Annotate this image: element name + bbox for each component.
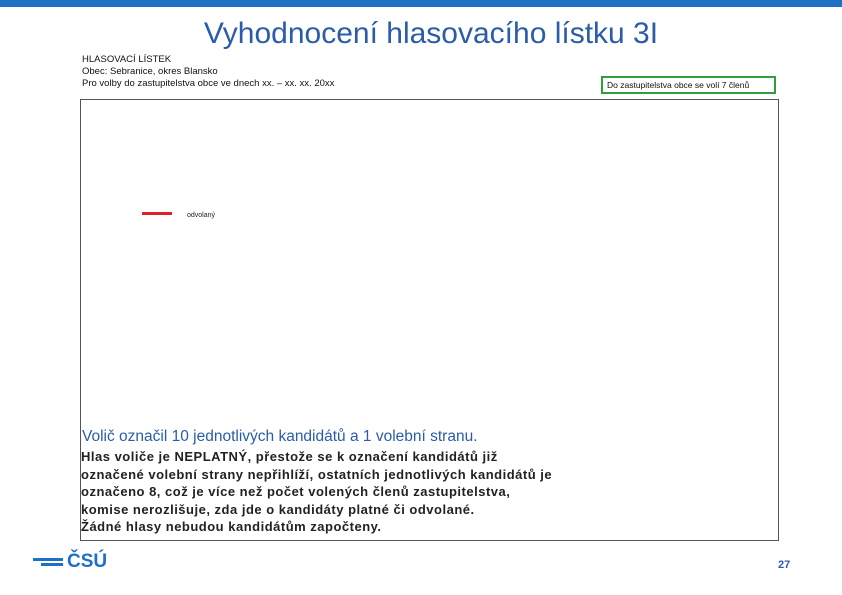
- ballot-header-line: Obec: Sebranice, okres Blansko: [82, 66, 218, 77]
- recalled-legend-line: [142, 212, 172, 215]
- evaluation-note-line: Žádné hlasy nebudou kandidátům započteny.: [81, 519, 382, 534]
- recalled-legend-label: odvolaný: [187, 212, 216, 219]
- evaluation-note-line: označené volební strany nepřihlíží, ostatních jednotlivých kandidátů je: [81, 466, 553, 482]
- ballot-header-line: Pro volby do zastupitelstva obce ve dnech xx. – xx. xx. 20xx: [82, 78, 335, 89]
- evaluation-note-line: komise nerozlišuje, zda jde o kandidáty platné či odvolané.: [81, 501, 475, 517]
- evaluation-note-line: Hlas voliče je NEPLATNÝ, přestože se k označení kandidátů již: [81, 449, 498, 464]
- ballot-header-line: HLASOVACÍ LÍSTEK: [82, 54, 172, 65]
- logo-text: ČSÚ: [67, 551, 108, 572]
- csu-logo: [33, 552, 107, 572]
- evaluation-note: [81, 448, 552, 536]
- ballot-header: [82, 54, 334, 90]
- evaluation-note-line: označeno 8, což je více než počet volených členů zastupitelstva,: [81, 484, 511, 499]
- page-number: 27: [778, 559, 791, 571]
- summary-text: Volič označil 10 jednotlivých kandidátů a 1 volební stranu.: [82, 428, 478, 445]
- page-title: Vyhodnocení hlasovacího lístku 3I: [203, 17, 659, 50]
- seats-info-box: Do zastupitelstva obce se volí 7 členů: [601, 76, 776, 94]
- top-accent-bar: [0, 0, 842, 7]
- logo-bars-icon: [33, 557, 63, 567]
